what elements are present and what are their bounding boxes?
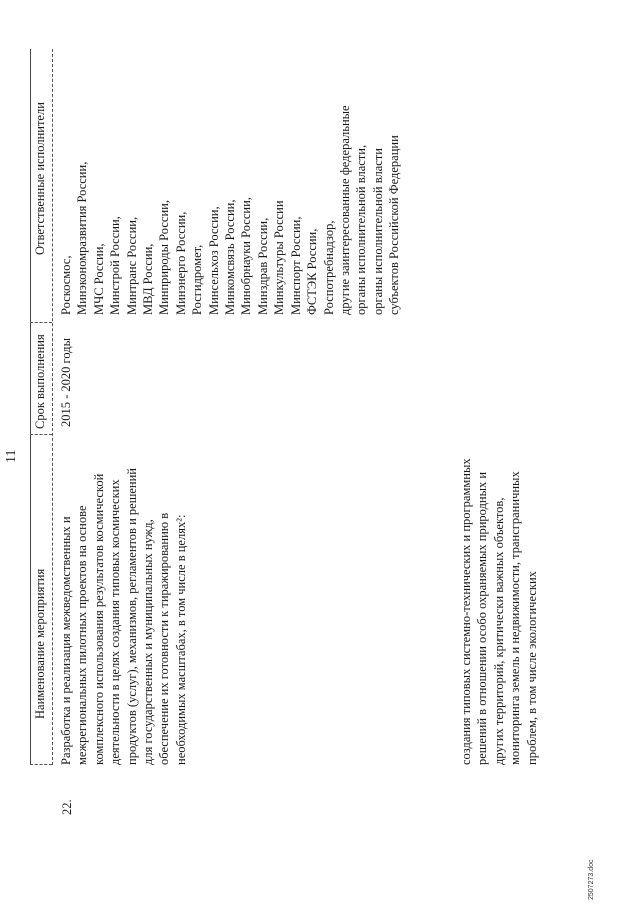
table-header-bottom-rule — [52, 49, 53, 765]
executor-line: Минздрав России, — [255, 217, 270, 315]
executor-line: МЧС России, — [91, 243, 106, 315]
executor-line: Минсельхоз России, — [206, 206, 221, 315]
executor-line: Минобрнауки России, — [239, 197, 254, 315]
subitem-line: мониторинга земель и недвижимости, трансграничных — [508, 471, 523, 765]
row-name-cell — [58, 468, 189, 765]
name-line: обеспечение их готовности к тиражированию в — [157, 512, 172, 765]
column-divider-2 — [30, 322, 52, 323]
header-executors: Ответственные исполнители — [33, 102, 47, 255]
executor-line: МВД России, — [141, 243, 156, 315]
column-divider-1 — [30, 434, 52, 435]
executor-line: Минэкономразвития России, — [75, 161, 90, 315]
name-line: деятельности в целях создания типовых космических — [108, 479, 123, 765]
name-line: Разработка и реализация межведомственных и — [59, 516, 73, 765]
executor-line: органы исполнительной власти — [370, 148, 385, 315]
executor-line: Минтранс России, — [124, 216, 139, 315]
name-line: продуктов (услуг), механизмов, регламентов и решений — [124, 468, 139, 765]
executor-line: органы исполнительной власти, — [354, 144, 369, 315]
executor-line: Роспотребнадзор, — [321, 220, 336, 315]
row-deadline: 2015 - 2020 годы — [59, 337, 73, 427]
executor-line: Росгидромет, — [190, 244, 205, 315]
header-name: Наименование мероприятия — [33, 568, 47, 719]
executor-line: Минспорт России, — [288, 216, 303, 315]
header-deadline: Срок выполнения — [33, 334, 47, 429]
subitem-line: создания типовых системно-технических и программных — [459, 458, 473, 765]
executor-line: Минстрой России, — [108, 216, 123, 315]
subitem-line: проблем, в том числе экологических — [524, 571, 539, 765]
executor-line: субъектов Российской Федерации — [387, 135, 402, 315]
table-top-rule — [30, 49, 31, 765]
name-line: комплексного использования результатов космической — [91, 473, 106, 765]
executor-line: ФСТЭК России, — [305, 228, 320, 315]
page-number: 11 — [4, 449, 19, 463]
name-line: для государственных и муниципальных нужд, — [141, 519, 156, 765]
column-divider-0 — [30, 764, 52, 765]
executor-line: Минкомсвязь России, — [223, 199, 238, 315]
subitem-line: других территорий, критически важных объектов, — [491, 497, 506, 765]
document-code: 2507273.doc — [588, 859, 595, 900]
row-number: 22. — [60, 799, 74, 815]
executor-line: другие заинтересованные федеральные — [337, 105, 352, 315]
executor-line: Минкультуры России — [272, 200, 287, 315]
executor-line: Роскосмос, — [59, 255, 73, 315]
name-line: межрегиональных пилотных проектов на основе — [75, 505, 90, 765]
name-line: необходимых масштабах, в том числе в целях²: — [173, 514, 188, 765]
executor-line: Минэнерго России, — [173, 211, 188, 315]
subitem-line: решений в отношении особо охраняемых природных и — [475, 471, 490, 765]
row-executors-cell — [58, 105, 403, 315]
executor-line: Минприроды России, — [157, 200, 172, 315]
subitem-text — [458, 458, 540, 765]
